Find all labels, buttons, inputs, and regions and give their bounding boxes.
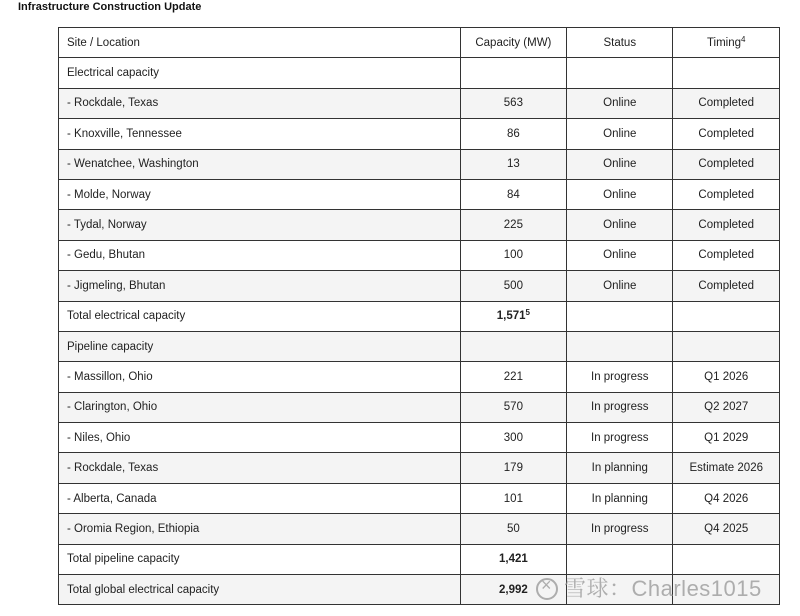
cell-status-text: Online	[603, 219, 637, 232]
cell-capacity-text: 1,571	[496, 310, 526, 323]
header-site-label: Site / Location	[67, 36, 140, 49]
cell-capacity-text: 300	[503, 431, 523, 444]
table-row	[59, 392, 780, 422]
cell-site	[59, 179, 461, 209]
cell-status-text: Online	[603, 127, 637, 140]
snowball-logo-icon	[536, 578, 558, 600]
cell-timing	[673, 88, 780, 118]
cell-timing-text: Completed	[698, 188, 755, 201]
cell-site	[59, 58, 461, 88]
cell-status	[567, 544, 673, 574]
cell-capacity	[460, 544, 566, 574]
cell-timing	[673, 210, 780, 240]
cell-site-text: - Rockdale, Texas	[67, 462, 159, 475]
cell-capacity	[460, 423, 566, 453]
cell-status	[567, 271, 673, 301]
cell-timing	[673, 149, 780, 179]
cell-site	[59, 392, 461, 422]
cell-site	[59, 119, 461, 149]
cell-status-text: In progress	[591, 401, 649, 414]
cell-capacity	[460, 514, 566, 544]
cell-capacity	[460, 88, 566, 118]
cell-timing-text: Completed	[698, 127, 755, 140]
table-row	[59, 453, 780, 483]
page-title: Infrastructure Construction Update	[18, 1, 202, 13]
cell-capacity-text: 100	[503, 249, 523, 262]
watermark-text: 雪球：Charles1015	[564, 576, 762, 601]
cell-timing	[673, 514, 780, 544]
cell-timing	[673, 301, 780, 331]
cell-timing	[673, 392, 780, 422]
cell-status-text: Online	[603, 97, 637, 110]
cell-status	[567, 453, 673, 483]
cell-timing-text: Q4 2026	[704, 492, 749, 505]
cell-site-text: Total global electrical capacity	[67, 583, 220, 596]
cell-status-text: In progress	[591, 431, 649, 444]
cell-timing	[673, 483, 780, 513]
cell-capacity	[460, 210, 566, 240]
cell-capacity-text: 13	[506, 158, 520, 171]
header-status-label: Status	[603, 36, 637, 49]
cell-timing-text: Completed	[698, 249, 755, 262]
table-row	[59, 271, 780, 301]
table-row	[59, 149, 780, 179]
cell-site-text: - Molde, Norway	[67, 188, 151, 201]
cell-site	[59, 210, 461, 240]
cell-site-text: - Alberta, Canada	[67, 492, 157, 505]
cell-timing	[673, 119, 780, 149]
cell-capacity-text: 1,421	[498, 553, 528, 566]
cell-site	[59, 544, 461, 574]
cell-status	[567, 514, 673, 544]
cell-timing-text: Q2 2027	[704, 401, 749, 414]
cell-timing	[673, 331, 780, 361]
cell-site-text: Total electrical capacity	[67, 310, 186, 323]
cell-status	[567, 483, 673, 513]
table-row	[59, 514, 780, 544]
cell-status	[567, 362, 673, 392]
cell-capacity-text: 84	[506, 188, 520, 201]
cell-site-text: - Gedu, Bhutan	[67, 249, 145, 262]
table-row	[59, 423, 780, 453]
cell-site	[59, 453, 461, 483]
cell-status	[567, 301, 673, 331]
cell-site-text: Pipeline capacity	[67, 340, 154, 353]
watermark	[536, 572, 762, 603]
cell-capacity-text: 179	[503, 462, 523, 475]
cell-capacity-text: 101	[503, 492, 523, 505]
cell-site-text: - Tydal, Norway	[67, 219, 147, 232]
cell-status	[567, 392, 673, 422]
cell-timing	[673, 179, 780, 209]
cell-timing-text: Q1 2026	[704, 370, 749, 383]
cell-capacity	[460, 483, 566, 513]
cell-capacity	[460, 453, 566, 483]
cell-site-text: - Massillon, Ohio	[67, 370, 153, 383]
cell-timing	[673, 453, 780, 483]
cell-capacity	[460, 301, 566, 331]
table-row	[59, 544, 780, 574]
cell-site-text: - Knoxville, Tennessee	[67, 127, 182, 140]
cell-timing	[673, 240, 780, 270]
cell-site-text: - Niles, Ohio	[67, 431, 131, 444]
cell-timing	[673, 271, 780, 301]
cell-timing	[673, 362, 780, 392]
table-header-row	[59, 28, 780, 58]
cell-timing-text: Completed	[698, 97, 755, 110]
infrastructure-table	[58, 27, 780, 605]
cell-site	[59, 88, 461, 118]
cell-site	[59, 301, 461, 331]
cell-status	[567, 423, 673, 453]
cell-timing	[673, 423, 780, 453]
header-status	[567, 28, 673, 58]
cell-timing	[673, 544, 780, 574]
cell-status-text: Online	[603, 249, 637, 262]
table-row	[59, 210, 780, 240]
cell-capacity-text: 86	[506, 127, 520, 140]
cell-site	[59, 483, 461, 513]
cell-site-text: Electrical capacity	[67, 67, 160, 80]
cell-timing	[673, 58, 780, 88]
table-row	[59, 240, 780, 270]
cell-status-text: Online	[603, 188, 637, 201]
cell-capacity	[460, 179, 566, 209]
cell-site	[59, 575, 461, 605]
cell-capacity-text: 500	[503, 279, 523, 292]
cell-timing-text: Estimate 2026	[689, 462, 763, 475]
cell-status	[567, 210, 673, 240]
cell-site-text: - Clarington, Ohio	[67, 401, 158, 414]
table-row	[59, 483, 780, 513]
cell-status-text: Online	[603, 279, 637, 292]
table-body	[59, 58, 780, 605]
header-timing-label: Timing	[706, 36, 742, 49]
table-row	[59, 119, 780, 149]
cell-site	[59, 149, 461, 179]
cell-site-text: - Jigmeling, Bhutan	[67, 279, 166, 292]
cell-site	[59, 331, 461, 361]
cell-site	[59, 271, 461, 301]
table-row	[59, 88, 780, 118]
cell-timing-text: Completed	[698, 219, 755, 232]
cell-status	[567, 149, 673, 179]
cell-site	[59, 240, 461, 270]
cell-status-text: In planning	[591, 462, 648, 475]
header-capacity-label: Capacity (MW)	[475, 36, 552, 49]
cell-timing-text: Completed	[698, 279, 755, 292]
cell-status-text: In planning	[591, 492, 648, 505]
cell-capacity-text: 225	[503, 219, 523, 232]
cell-capacity-text: 221	[503, 370, 523, 383]
timing-footnote: 4	[741, 34, 746, 44]
cell-site-text: - Wenatchee, Washington	[67, 158, 199, 171]
cell-site	[59, 423, 461, 453]
cell-status	[567, 240, 673, 270]
cell-status-text: In progress	[591, 370, 649, 383]
cell-capacity-text: 50	[506, 522, 520, 535]
cell-capacity	[460, 362, 566, 392]
cell-capacity-text: 570	[503, 401, 523, 414]
cell-capacity	[460, 392, 566, 422]
cell-site	[59, 362, 461, 392]
table-row	[59, 362, 780, 392]
table-row	[59, 301, 780, 331]
capacity-footnote: 5	[525, 308, 530, 318]
cell-status	[567, 58, 673, 88]
cell-capacity	[460, 271, 566, 301]
cell-capacity	[460, 119, 566, 149]
table-row	[59, 58, 780, 88]
cell-site-text: Total pipeline capacity	[67, 553, 180, 566]
cell-capacity	[460, 331, 566, 361]
cell-capacity-text: 2,992	[498, 583, 528, 596]
cell-capacity	[460, 149, 566, 179]
cell-status-text: Online	[603, 158, 637, 171]
table-row	[59, 179, 780, 209]
cell-site-text: - Oromia Region, Ethiopia	[67, 522, 200, 535]
header-site	[59, 28, 461, 58]
cell-capacity-text: 563	[503, 97, 523, 110]
cell-status	[567, 179, 673, 209]
table-row	[59, 331, 780, 361]
header-timing	[673, 28, 780, 58]
cell-status-text: In progress	[591, 522, 649, 535]
cell-timing-text: Q4 2025	[704, 522, 749, 535]
header-capacity	[460, 28, 566, 58]
cell-timing-text: Q1 2029	[704, 431, 749, 444]
cell-status	[567, 331, 673, 361]
cell-site-text: - Rockdale, Texas	[67, 97, 159, 110]
cell-capacity	[460, 58, 566, 88]
cell-status	[567, 119, 673, 149]
cell-site	[59, 514, 461, 544]
cell-timing-text: Completed	[698, 158, 755, 171]
cell-status	[567, 88, 673, 118]
cell-capacity	[460, 240, 566, 270]
